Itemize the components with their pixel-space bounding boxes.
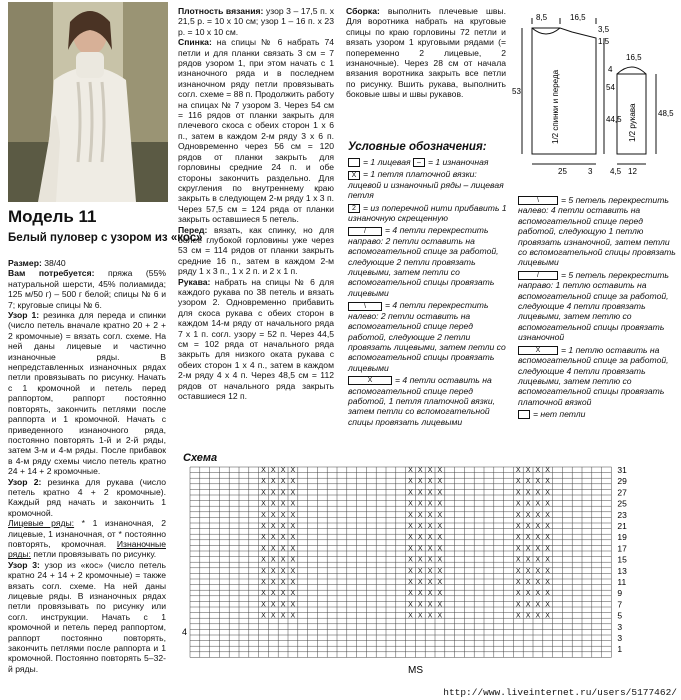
chart-mark: X [270,601,276,609]
chart-mark: X [408,489,413,497]
legend-cross-left-4: = 4 петли перекрестить налево: 2 петли оставить на вспомогательной спице перед работой, следующие 2 петли провязать лицевыми, затем петли со вспомогательной спицы провязать лицевыми [348,300,506,373]
chart-mark: X [261,534,266,542]
chart-mark: X [261,545,266,553]
no-stitch-symbol [518,410,530,419]
chart-mark: X [437,601,443,609]
chart-mark: X [525,601,531,609]
chart-mark: X [545,590,550,598]
chart-mark: X [280,511,286,519]
density-text: узор 3 – 17,5 п. x 21,5 р. = 10 x 10 см; узор 1 – 16 п. x 23 р. = 10 x 10 см. [178,6,334,37]
chart-row-number: 27 [617,487,627,498]
chart-mark: X [261,500,266,508]
chart-mark: X [408,612,413,620]
legend-cross-right-4: = 4 петли перекрестить направо: 2 петли оставить на вспомогательной спице за работой, следующие 2 петли провязать лицевыми, затем петли со вспомогательной спицы провязать лицевыми [348,225,499,298]
chart-mark: X [290,545,296,553]
chart-mark: X [427,590,433,598]
sleeves-label: Рукава: [178,276,211,287]
chart-mark: X [515,545,521,553]
cross-left-5-symbol: \ [518,196,558,205]
dim-16-5-sleeve: 16,5 [626,53,642,62]
knit-symbol [348,158,360,167]
chart-mark: X [427,478,433,486]
chart-mark: X [290,478,296,486]
chart-mark: X [545,511,550,519]
chart-mark: X [408,556,413,564]
dim-53: 53 [512,87,521,96]
chart-mark: X [535,500,541,508]
chart-mark: X [270,523,276,530]
chart-mark: X [290,590,296,598]
chart-mark: X [417,478,423,486]
chart-mark: X [280,579,286,586]
legend-increase: = из поперечной нити прибавить 1 изнаночную скрещенную [348,202,507,224]
legend-knit: = 1 лицевая [363,157,411,167]
legend-no-stitch: = нет петли [533,409,586,420]
chart-mark: X [427,500,433,508]
chart-mark: X [545,478,550,486]
chart-row-number: 29 [617,476,627,487]
chart-mark: X [290,467,296,474]
chart-mark: X [417,500,423,508]
chart-mark: X [437,556,443,564]
chart-mark: X [437,534,443,542]
dim-4-5: 4,5 [610,167,622,176]
chart-mark: X [427,511,433,519]
model-subtitle: Белый пуловер с узором из «кос» [8,232,203,244]
chart-mark: X [280,467,286,474]
chart-row-number: 11 [617,577,627,587]
back-label: Спинка: [178,37,212,48]
chart-mark: X [427,601,433,609]
source-url: http://www.liveinternet.ru/users/5177462/ [443,687,677,698]
chart-mark: X [525,478,531,486]
chart-mark: X [408,579,413,586]
chart-mark: X [427,545,433,553]
face-rows-text: * 1 изнаночная, 2 лицевые, 1 изнаночная, от * постоянно повторять, кромочная. [8,518,166,549]
model-title: Модель 11 [8,207,97,226]
chart-mark: X [290,489,296,497]
chart-row-number: 17 [617,543,627,554]
chart-mark: X [408,601,413,609]
chart-mark: X [515,500,521,508]
chart-mark: X [270,500,276,508]
chart-mark: X [535,523,541,530]
chart-mark: X [417,556,423,564]
chart-mark: X [437,511,443,519]
column-2-text [178,6,334,401]
legend-left [348,157,510,429]
chart-mark: X [427,612,433,620]
face-rows-label: Лицевые ряды: [8,518,75,529]
back-front-label: 1/2 спинки и переда [551,69,560,144]
pattern2-label: Узор 2: [8,476,42,487]
increase-symbol: 2 [348,204,360,213]
chart-mark: X [408,478,413,486]
chart-mark: X [280,590,286,598]
chart-mark: X [535,534,541,542]
chart-mark: X [261,511,266,519]
chart-mark: X [427,489,433,497]
chart-mark: X [280,545,286,553]
chart-mark: X [427,579,433,586]
size-label: Размер: [8,258,42,268]
chart-row-number: 21 [617,521,627,531]
need-text: пряжа (55% натуральной шерсти, 45% полиамида; 125 м/50 г) – 500 г белой; спицы № 6 и 7; круговые спицы № 6. [8,268,166,310]
chart-mark: X [408,500,413,508]
cross-right-garter-symbol: X [518,346,558,355]
assembly-label: Сборка: [346,6,380,16]
chart-mark: X [280,601,286,609]
chart-mark: X [280,567,286,575]
dim-12: 12 [628,167,637,176]
chart-mark: X [535,579,541,586]
chart-mark: X [515,579,521,586]
chart-mark: X [437,478,443,486]
chart-mark: X [417,567,423,575]
chart-mark: X [280,534,286,542]
cross-right-4-symbol: / [348,227,382,236]
chart-mark: X [417,511,423,519]
chart-mark: X [427,467,433,474]
chart-row-number: 3 [617,633,623,643]
chart-row-number: 15 [617,554,627,565]
chart-mark: X [270,478,276,486]
chart-mark: X [515,478,521,486]
chart-mark: X [417,590,423,598]
knitting-chart [182,465,650,677]
chart-ms-label: MS [408,665,423,676]
chart-mark: X [525,489,531,497]
chart-mark: X [515,489,521,497]
chart-row-number: 1 [617,644,623,655]
chart-mark: X [290,556,296,564]
chart-mark: X [535,612,541,620]
front-label: Перед: [178,224,208,235]
dim-25: 25 [558,167,567,176]
chart-mark: X [280,523,286,530]
chart-mark: X [437,612,443,620]
chart-mark: X [280,478,286,486]
pattern3-text: узор из «кос» (число петель кратно 24 + 14 + 2 кромочные) = также вязать согл. схеме. На ней даны лицевые ряды. В изнаночных рядах петли провязывать по рисунку или согл. инструкции. Начать с 1 кромочной и петель перед раппортом, раппорт постоянно повторять, закончить петлями после раппорта и 1 кромочной. Постоянно повторять 5–32-й ряды. [8,559,166,674]
chart-mark: X [290,579,296,586]
chart-mark: X [290,500,296,508]
chart-row-number: 13 [617,565,627,576]
chart-mark: X [525,534,531,542]
cross-garter-symbol: X [348,376,392,385]
chart-mark: X [535,467,541,474]
dim-44-5: 44,5 [606,115,622,124]
chart-mark: X [270,511,276,519]
chart-mark: X [408,590,413,598]
sleeves-text: набрать на спицы № 6 для каждого рукава по 38 петель и вязать узором 2. Одновременно прибавить для скоса рукава с обеих сторон в каждом 14-м ряду от начального ряда 7 x 1 п. согл. узору = 52 п. Через 44,5 см = 102 ряда от начального ряда закрыть для низкого оката рукава с обеих сторон 1 x 4 п., затем в каждом 2-м ряду 4 x 4 п. Через 48,5 см = 112 рядов от начального ряда закрыть оставшиеся 12 п. [178,276,334,402]
chart-mark: X [525,545,531,553]
chart-mark: X [535,489,541,497]
chart-mark: X [545,467,550,474]
chart-mark: X [437,579,443,586]
chart-mark: X [515,612,521,620]
chart-mark: X [437,523,443,530]
chart-mark: X [427,567,433,575]
chart-mark: X [280,556,286,564]
garter-symbol: X [348,171,360,180]
cross-right-5-symbol: / [518,271,558,280]
chart-mark: X [261,567,266,575]
dim-3: 3 [588,167,593,176]
chart-mark: X [408,534,413,542]
purl-rows-label: Изнаночные ряды: [8,538,166,560]
sleeve-half-label: 1/2 рукава [628,103,637,142]
chart-mark: X [261,523,266,530]
chart-mark: X [515,601,521,609]
chart-mark: X [535,567,541,575]
dim-48-5: 48,5 [658,109,674,118]
chart-mark: X [535,545,541,553]
chart-mark: X [261,612,266,620]
dim-54: 54 [606,83,615,92]
chart-mark: X [261,601,266,609]
chart-mark: X [290,567,296,575]
chart-mark: X [417,612,423,620]
chart-mark: X [545,489,550,497]
need-label: Вам потребуется: [8,268,95,279]
chart-mark: X [261,579,266,586]
chart-mark: X [525,511,531,519]
legend-purl: = 1 изнаночная [427,157,489,167]
chart-mark: X [290,601,296,609]
dim-4: 4 [608,65,613,74]
chart-mark: X [437,567,443,575]
pattern2-text: резинка для рукава (число петель кратно 4 + 2 кромочные). Каждый ряд начать и закончить 1 кромочной. [8,476,166,518]
chart-row-number: 25 [617,498,627,509]
chart-mark: X [270,590,276,598]
chart-row-number: 5 [617,610,623,621]
chart-row-number: 3 [617,621,623,632]
chart-mark: X [261,556,266,564]
chart-mark: X [270,567,276,575]
chart-mark: X [417,545,423,553]
chart-mark: X [290,612,296,620]
chart-mark: X [427,523,433,530]
dim-3-5: 3,5 [598,25,610,34]
chart-mark: X [525,590,531,598]
cross-left-4-symbol: \ [348,302,382,311]
chart-mark: X [290,534,296,542]
legend-right [518,195,678,422]
chart-mark: X [408,511,413,519]
chart-mark: X [437,489,443,497]
legend-title: Условные обозначения: [348,141,487,153]
chart-mark: X [525,612,531,620]
dim-8-5: 8,5 [536,13,548,22]
chart-mark: X [437,500,443,508]
chart-mark: X [515,567,521,575]
legend-cross-right-garter: = 1 петлю оставить на вспомогательной спице за работой, следующие 4 петли провязать лицевыми, затем петлю со вспомогательной спицы провязать платочной вязкой [518,344,669,407]
chart-mark: X [270,534,276,542]
legend-cross-garter: = 4 петли оставить на вспомогательной спице перед работой, 1 петля платочной вязки, затем петли со вспомогательной спицы провязать лицевыми [348,375,495,427]
chart-mark: X [261,467,266,474]
chart-mark: X [417,523,423,530]
chart-mark: X [535,556,541,564]
back-text: на спицы № 6 набрать 74 петли и для планки связать 3 см = 7 рядов узором 1, при этом начать с 1 изнаночного ряда и в последнем изнаночном ряду петли провязывать согл. схеме = 88 п. Продолжить работу на спицах № 7 узором 3. Через 54 см = 116 рядов от планки закрыть для плечевого скоса с обеих сторон 1 x 6 п., затем в каждом 2-м ряду 3 x 6 п. Одновременно через 56 см = 120 рядов от планки закрыть для горловины средние 24 п. и обе стороны закончить раздельно. Для скругления по внутреннему краю закрыть в следующем 2-м ряду 1 x 3 п. Через 57,5 см = 124 ряда от планки закрыть оставшиеся 5 петель. [178,37,334,225]
chart-mark: X [515,590,521,598]
chart-mark: X [417,489,423,497]
chart-mark: X [280,500,286,508]
chart-mark: X [290,523,296,530]
chart-mark: X [427,534,433,542]
chart-mark: X [270,579,276,586]
dim-1-5: 1,5 [598,37,610,46]
chart-mark: X [417,601,423,609]
chart-mark: X [408,467,413,474]
chart-row-number: 23 [617,509,627,520]
chart-mark: X [535,590,541,598]
chart-row-number: 9 [617,588,623,599]
chart-mark: X [515,511,521,519]
chart-mark: X [525,523,531,530]
chart-mark: X [261,590,266,598]
chart-mark: X [270,467,276,474]
chart-mark: X [545,556,550,564]
chart-row-number: 31 [617,465,627,475]
column-3-text [346,6,506,100]
chart-mark: X [417,467,423,474]
chart-mark: X [515,523,521,530]
chart-mark: X [437,467,443,474]
pattern1-text: резинка для переда и спинки (число петель вначале кратно 20 + 2 + 2 кромочные) = вязать согл. схеме. На ней даны лицевые и частично изнаночные ряды. В непредставленных изнаночных рядах петли провязывать по рисунку. Начать с 1 кромочной и петель перед раппортом, раппорт постоянно повторять, закончить петлями после раппорта и 1 кромочной. Начать с приведенного изнаночного ряда, постоянно повторять 1-й и 2-й ряды, затем 3-м и 4-м ряды. После прибавок в 4-м ряду схемы число петель кратно 24 + 14 + 2 кромочные. [8,310,166,477]
chart-mark: X [515,556,521,564]
front-text: вязать, как спинку, но для более глубокой горловины уже через 53 см = 114 рядов от планки закрыть средние 16 п., затем в каждом 2-м ряду 1 x 3 п., 1 x 2 п. и 2 x 1 п. [178,224,334,277]
chart-mark: X [270,556,276,564]
chart-row-number: 19 [617,532,627,543]
chart-mark: X [525,467,531,474]
chart-mark: X [270,545,276,553]
chart-mark: X [545,534,550,542]
model-photo [8,2,168,202]
chart-mark: X [535,601,541,609]
size-value: 38/40 [44,258,66,268]
purl-symbol: – [413,158,425,167]
chart-mark: X [290,511,296,519]
density-label: Плотность вязания: [178,6,264,16]
purl-rows-text: петли провязывать по рисунку. [33,549,157,560]
chart-mark: X [545,545,550,553]
chart-mark: X [515,467,521,474]
legend-garter: = 1 петля платочной вязки: лицевой и изнаночный ряды – лицевая петля [348,169,504,201]
chart-mark: X [545,612,550,620]
assembly-text: выполнить плечевые швы. Для воротника набрать на круговые спицы по краю горловины 72 петли и вязать узором 1 круговыми рядами (= попеременно 2 лицевые, 2 изнаночные). Через 28 см от начала вязания воротника закрыть все петли по рисунку. Вшить рукава, выполнить боковые швы и швы рукавов. [346,6,506,100]
chart-mark: X [535,511,541,519]
chart-mark: X [545,579,550,586]
chart-mark: X [545,523,550,530]
chart-mark: X [545,601,550,609]
chart-mark: X [261,478,266,486]
chart-mark: X [525,556,531,564]
pattern3-label: Узор 3: [8,559,40,570]
chart-mark: X [525,579,531,586]
chart-mark: X [270,489,276,497]
chart-row-number: 7 [617,599,623,610]
chart-mark: X [437,590,443,598]
legend-cross-left-5: = 5 петель перекрестить налево: 4 петли оставить на вспомогательной спице перед работой, следующую 1 петлю провязать изнаночной, затем петли со вспомогательной спицы провязать лицевыми [518,195,676,268]
chart-mark: X [515,534,521,542]
chart-mark: X [427,556,433,564]
chart-left-number: 4 [182,627,188,637]
pattern1-label: Узор 1: [8,310,40,321]
chart-mark: X [525,500,531,508]
chart-mark: X [545,567,550,575]
legend-cross-right-5: = 5 петель перекрестить направо: 1 петлю оставить на вспомогательной спице за работой, следующие 4 петли провязать лицевыми, затем петлю со вспомогательной спицы провязать изнаночной [518,269,669,343]
chart-mark: X [280,612,286,620]
chart-mark: X [408,545,413,553]
chart-mark: X [261,489,266,497]
chart-mark: X [437,545,443,553]
size-diagram [510,4,680,184]
chart-mark: X [417,579,423,586]
chart-mark: X [535,478,541,486]
chart-mark: X [408,567,413,575]
chart-mark: X [280,489,286,497]
chart-mark: X [417,534,423,542]
schema-label: Схема [183,452,218,464]
column-1-text [8,258,166,674]
chart-mark: X [525,567,531,575]
chart-mark: X [270,612,276,620]
dim-16-5-top: 16,5 [570,13,586,22]
chart-mark: X [408,523,413,530]
chart-mark: X [545,500,550,508]
